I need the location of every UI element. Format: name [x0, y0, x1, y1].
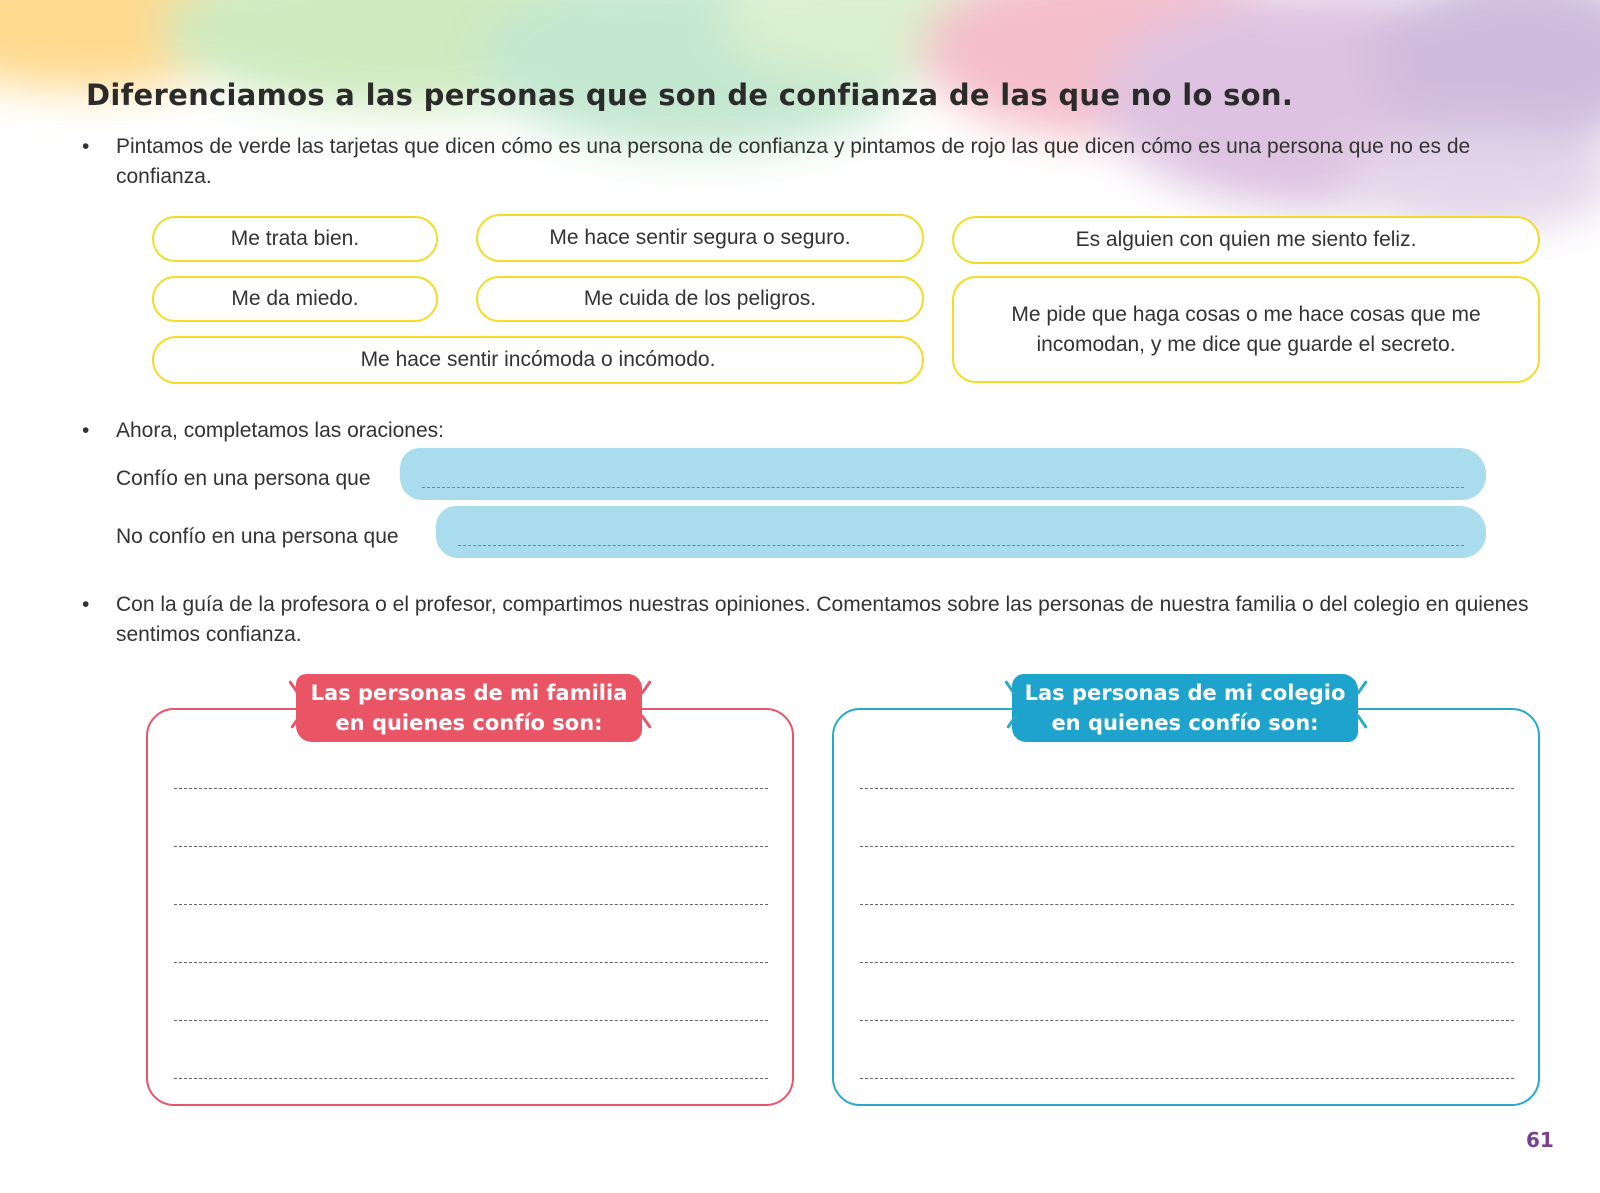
card-guarde-secreto[interactable]: Me pide que haga cosas o me hace cosas que me incomodan, y me dice que guarde el secreto.: [952, 276, 1540, 383]
card-me-hace-sentir-seguro[interactable]: Me hace sentir segura o seguro.: [476, 214, 924, 262]
answer-field-no-confio[interactable]: [436, 506, 1486, 558]
sentence-confio: Confío en una persona que: [116, 467, 371, 490]
family-box-header-line2: en quienes confío son:: [335, 711, 603, 735]
school-box-header: [1012, 674, 1358, 742]
card-me-da-miedo[interactable]: Me da miedo.: [152, 276, 438, 322]
card-me-trata-bien[interactable]: Me trata bien.: [152, 216, 438, 262]
instruction-1: Pintamos de verde las tarjetas que dicen cómo es una persona de confianza y pintamos de rojo las que dicen cómo es una persona que no es de confianza.: [116, 135, 1471, 188]
school-box-header-line2: en quienes confío son:: [1051, 711, 1319, 735]
card-incomodo[interactable]: Me hace sentir incómoda o incómodo.: [152, 336, 924, 384]
family-box-header-line1: Las personas de mi familia: [310, 681, 628, 705]
card-persona-feliz[interactable]: Es alguien con quien me siento feliz.: [952, 216, 1540, 264]
school-box-header-line1: Las personas de mi colegio: [1024, 681, 1346, 705]
bullet-3: •: [82, 593, 90, 616]
page-title: Diferenciamos a las personas que son de confianza de las que no lo son.: [86, 78, 1294, 112]
answer-field-confio[interactable]: [400, 448, 1486, 500]
school-box[interactable]: [832, 708, 1540, 1106]
bullet-1: •: [82, 135, 90, 158]
instruction-2: Ahora, completamos las oraciones:: [116, 419, 444, 442]
card-me-cuida[interactable]: Me cuida de los peligros.: [476, 276, 924, 322]
page-number: 61: [1526, 1128, 1554, 1152]
bullet-2: •: [82, 419, 90, 442]
instruction-3: Con la guía de la profesora o el profesor, compartimos nuestras opiniones. Comentamos sobre las personas de nuestra familia o del colegio en quienes sentimos confianza.: [116, 593, 1529, 646]
sentence-no-confio: No confío en una persona que: [116, 525, 399, 548]
family-box-header: [296, 674, 642, 742]
family-box[interactable]: [146, 708, 794, 1106]
